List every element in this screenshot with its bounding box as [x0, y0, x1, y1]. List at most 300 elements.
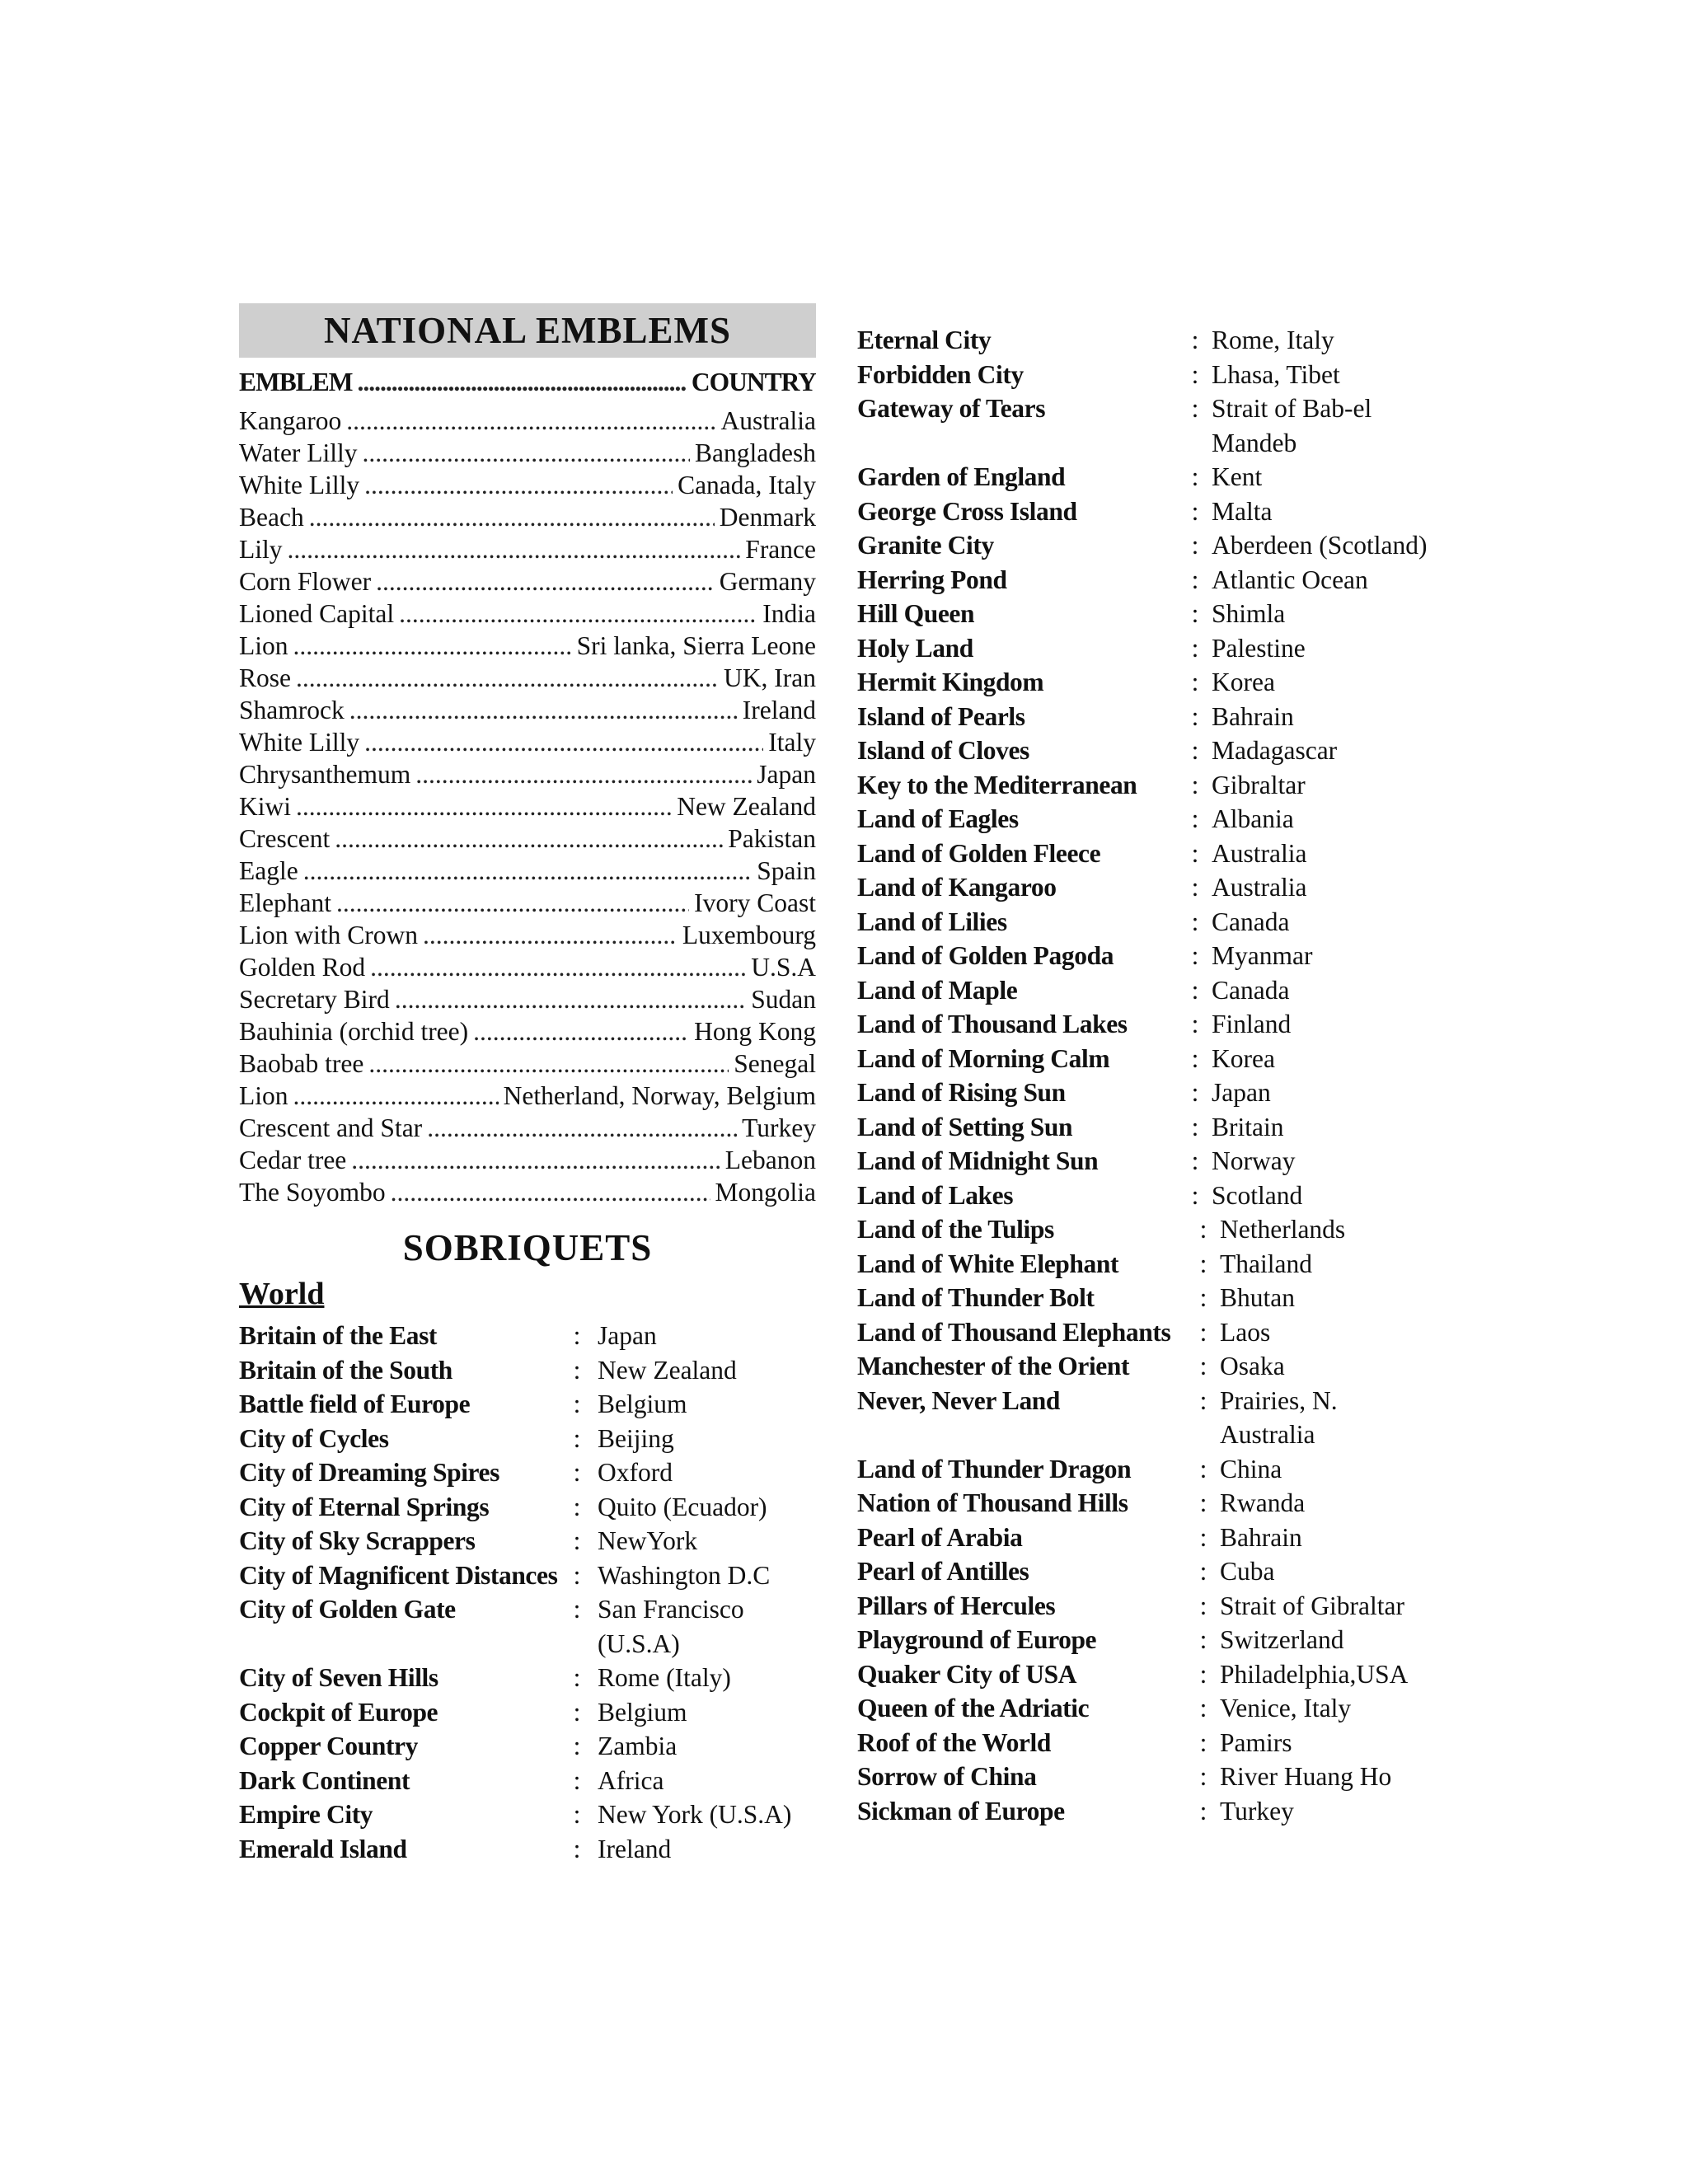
- sobriquet-row: [857, 1247, 1434, 1282]
- emblem-country: Sri lanka, Sierra Leone: [576, 631, 816, 660]
- colon-separator: :: [573, 1595, 581, 1624]
- sobriquet-place: Atlantic Ocean: [1212, 565, 1368, 594]
- emblem-row: [239, 630, 816, 662]
- sobriquets-heading: SOBRIQUETS: [402, 1227, 653, 1268]
- colon-separator: :: [1199, 1249, 1207, 1278]
- sobriquet-place: Turkey: [1220, 1796, 1294, 1825]
- sobriquet-row: [239, 1319, 816, 1353]
- sobriquet-place: Washington D.C: [598, 1560, 771, 1590]
- sobriquet-row: [857, 905, 1434, 940]
- sobriquet-place: Japan: [1212, 1078, 1271, 1107]
- emblem-name: Water Lilly: [239, 438, 358, 467]
- sobriquet-name: Land of Morning Calm: [857, 1043, 1110, 1073]
- colon-separator: :: [1191, 873, 1199, 902]
- leader-dots: [415, 758, 752, 790]
- sobriquet-place: Shimla: [1212, 599, 1286, 628]
- sobriquet-name: Nation of Thousand Hills: [857, 1488, 1128, 1517]
- sobriquet-place: New Zealand: [598, 1355, 737, 1385]
- emblem-country: Senegal: [734, 1049, 816, 1078]
- sobriquet-place: River Huang Ho: [1220, 1762, 1392, 1791]
- colon-separator: :: [1199, 1454, 1207, 1483]
- leader-dots: [351, 1144, 720, 1176]
- sobriquet-name: Land of the Tulips: [857, 1215, 1054, 1244]
- sobriquet-place: Canada: [1212, 975, 1290, 1005]
- emblem-name: Shamrock: [239, 696, 345, 724]
- emblem-row: [239, 1047, 816, 1080]
- sobriquet-name: Herring Pond: [857, 565, 1007, 594]
- sobriquet-row: [857, 597, 1434, 631]
- emblem-name: Beach: [239, 503, 304, 532]
- sobriquet-place: Prairies, N. Australia: [1220, 1385, 1338, 1449]
- sobriquet-name: Cockpit of Europe: [239, 1697, 438, 1727]
- colon-separator: :: [573, 1321, 581, 1350]
- leader-dots: [336, 887, 689, 919]
- colon-separator: :: [1199, 1283, 1207, 1312]
- right-column: [857, 323, 1434, 1828]
- emblem-row: [239, 694, 816, 726]
- sobriquet-row: [857, 1554, 1434, 1589]
- sobriquet-row: [239, 1832, 816, 1867]
- emblem-row: [239, 758, 816, 790]
- emblem-country: Pakistan: [728, 824, 816, 853]
- leader-dots: [335, 823, 723, 855]
- sobriquet-row: [857, 358, 1434, 392]
- colon-separator: :: [1191, 496, 1199, 526]
- sobriquet-row: [239, 1661, 816, 1695]
- sobriquet-name: City of Sky Scrappers: [239, 1526, 476, 1555]
- sobriquet-name: Pearl of Arabia: [857, 1522, 1023, 1552]
- sobriquet-name: Eternal City: [857, 326, 992, 354]
- colon-separator: :: [573, 1663, 581, 1692]
- sobriquet-row: [857, 1179, 1434, 1213]
- sobriquet-name: Island of Pearls: [857, 701, 1025, 731]
- emblem-row: [239, 726, 816, 758]
- leader-dots: [296, 662, 719, 694]
- leader-dots: [363, 437, 690, 469]
- national-emblems-heading: NATIONAL EMBLEMS: [239, 303, 816, 358]
- world-subheading: World: [239, 1277, 325, 1311]
- emblem-row: [239, 983, 816, 1015]
- emblem-name: Lion: [239, 1081, 288, 1110]
- colon-separator: :: [573, 1697, 581, 1727]
- colon-separator: :: [1191, 1010, 1199, 1038]
- colon-separator: :: [1191, 359, 1199, 389]
- emblem-country: Italy: [768, 728, 816, 757]
- colon-separator: :: [1199, 1488, 1207, 1517]
- leader-dots: [346, 405, 715, 437]
- colon-separator: :: [1199, 1659, 1207, 1689]
- sobriquet-row: [857, 837, 1434, 871]
- sobriquet-name: Pillars of Hercules: [857, 1591, 1056, 1620]
- emblem-country: U.S.A: [751, 953, 816, 982]
- sobriquet-row: [857, 494, 1434, 529]
- sobriquet-name: Roof of the World: [857, 1727, 1051, 1757]
- colon-separator: :: [1191, 838, 1199, 868]
- sobriquet-row: [857, 733, 1434, 768]
- colon-separator: :: [1191, 975, 1199, 1005]
- sobriquet-place: Oxford: [598, 1458, 673, 1487]
- emblem-country: Japan: [757, 760, 816, 789]
- sobriquet-row: [239, 1592, 816, 1661]
- sobriquet-place: Albania: [1212, 804, 1294, 833]
- sobriquet-name: Land of Kangaroo: [857, 873, 1057, 902]
- leader-dots: [288, 533, 741, 565]
- sobriquet-name: Gateway of Tears: [857, 394, 1046, 423]
- colon-separator: :: [573, 1492, 581, 1521]
- colon-separator: :: [573, 1458, 581, 1487]
- colon-separator: :: [573, 1800, 581, 1829]
- leader-dots: [358, 366, 687, 398]
- sobriquet-name: Land of Golden Pagoda: [857, 941, 1114, 970]
- sobriquet-row: [857, 563, 1434, 598]
- sobriquet-place: Belgium: [598, 1697, 687, 1727]
- colon-separator: :: [1191, 1180, 1199, 1210]
- sobriquet-row: [857, 1349, 1434, 1384]
- left-column: [239, 303, 816, 1866]
- emblem-country: Bangladesh: [695, 438, 816, 467]
- emblem-row: [239, 1080, 816, 1112]
- sobriquet-name: Manchester of the Orient: [857, 1352, 1130, 1380]
- sobriquet-row: [857, 1760, 1434, 1794]
- sobriquet-name: Land of Eagles: [857, 804, 1019, 833]
- sobriquet-name: Land of Thousand Lakes: [857, 1010, 1128, 1038]
- sobriquet-row: [857, 665, 1434, 700]
- colon-separator: :: [1191, 394, 1199, 423]
- sobriquet-name: City of Seven Hills: [239, 1663, 438, 1692]
- emblem-name: Lion: [239, 631, 288, 660]
- emblem-name: Baobab tree: [239, 1049, 364, 1078]
- emblem-country: Hong Kong: [694, 1017, 816, 1046]
- colon-separator: :: [1191, 941, 1199, 970]
- sobriquet-name: Granite City: [857, 531, 994, 560]
- emblem-row: [239, 1015, 816, 1047]
- emblem-name: Lioned Capital: [239, 599, 395, 628]
- emblem-name: Kangaroo: [239, 406, 342, 435]
- sobriquet-row: [239, 1764, 816, 1798]
- sobriquet-place: Bhutan: [1220, 1283, 1295, 1312]
- sobriquet-place: Aberdeen (Scotland): [1212, 531, 1428, 560]
- colon-separator: :: [1199, 1591, 1207, 1620]
- colon-separator: :: [1191, 736, 1199, 765]
- sobriquet-place: Thailand: [1220, 1249, 1312, 1278]
- sobriquet-name: Quaker City of USA: [857, 1659, 1077, 1689]
- emblem-name: Cedar tree: [239, 1146, 347, 1174]
- leader-dots: [303, 855, 753, 887]
- sobriquet-place: Strait of Bab-el Mandeb: [1212, 394, 1372, 457]
- emblem-country: India: [762, 599, 816, 628]
- sobriquet-place: Pamirs: [1220, 1727, 1292, 1757]
- sobriquet-place: Beijing: [598, 1423, 674, 1453]
- sobriquet-row: [239, 1422, 816, 1456]
- sobriquet-row: [857, 1657, 1434, 1692]
- sobriquet-place: Switzerland: [1220, 1625, 1344, 1654]
- emblem-row: [239, 565, 816, 598]
- sobriquet-name: Britain of the South: [239, 1355, 452, 1385]
- sobriquet-place: Malta: [1212, 496, 1273, 526]
- colon-separator: :: [1199, 1625, 1207, 1654]
- sobriquet-name: Land of Lakes: [857, 1180, 1014, 1210]
- colon-separator: :: [1191, 633, 1199, 663]
- leader-dots: [370, 951, 746, 983]
- sobriquet-place: China: [1220, 1454, 1282, 1483]
- emblem-country: Mongolia: [715, 1178, 816, 1207]
- sobriquet-row: [857, 939, 1434, 973]
- colon-separator: :: [573, 1423, 581, 1453]
- leader-dots: [473, 1015, 689, 1047]
- emblem-name: Crescent and Star: [239, 1113, 423, 1142]
- leader-dots: [368, 1047, 729, 1080]
- colon-separator: :: [1199, 1694, 1207, 1722]
- emblem-country: Ireland: [742, 696, 816, 724]
- emblem-country: Luxembourg: [682, 921, 816, 949]
- leader-dots: [349, 694, 738, 726]
- colon-separator: :: [573, 1355, 581, 1385]
- sobriquet-place: Strait of Gibraltar: [1220, 1591, 1404, 1620]
- sobriquet-place: Zambia: [598, 1732, 678, 1760]
- emblem-name: Chrysanthemum: [239, 760, 411, 789]
- colon-separator: :: [1191, 462, 1199, 491]
- colon-separator: :: [1191, 1043, 1199, 1073]
- sobriquet-name: Sickman of Europe: [857, 1796, 1065, 1825]
- sobriquet-place: Rome, Italy: [1212, 326, 1334, 354]
- colon-separator: :: [1191, 599, 1199, 628]
- sobriquet-row: [857, 1281, 1434, 1315]
- colon-separator: :: [1199, 1727, 1207, 1757]
- emblem-row: [239, 823, 816, 855]
- sobriquet-place: Africa: [598, 1765, 664, 1795]
- colon-separator: :: [573, 1560, 581, 1590]
- emblem-country: Australia: [720, 406, 816, 435]
- emblem-column-header: EMBLEM: [239, 368, 353, 396]
- sobriquet-place: Belgium: [598, 1390, 687, 1418]
- sobriquet-row: [857, 768, 1434, 803]
- colon-separator: :: [573, 1834, 581, 1863]
- emblem-row: [239, 405, 816, 437]
- leader-dots: [376, 565, 715, 598]
- emblem-country: Sudan: [751, 985, 816, 1014]
- sobriquet-name: Island of Cloves: [857, 736, 1029, 765]
- sobriquet-place: NewYork: [598, 1526, 698, 1555]
- leader-dots: [293, 630, 572, 662]
- sobriquet-name: Land of Thunder Dragon: [857, 1454, 1132, 1483]
- sobriquet-place: Canada: [1212, 907, 1290, 936]
- emblem-row: [239, 598, 816, 630]
- sobriquet-place: Madagascar: [1212, 736, 1338, 765]
- sobriquet-place: Quito (Ecuador): [598, 1492, 767, 1521]
- sobriquet-name: Garden of England: [857, 462, 1066, 491]
- sobriquet-row: [239, 1455, 816, 1490]
- sobriquet-place: Rwanda: [1220, 1488, 1306, 1517]
- sobriquet-row: [239, 1353, 816, 1388]
- sobriquet-place: Philadelphia,USA: [1220, 1659, 1409, 1689]
- sobriquet-place: Norway: [1212, 1146, 1296, 1175]
- sobriquet-name: Land of Thunder Bolt: [857, 1283, 1095, 1312]
- leader-dots: [296, 790, 672, 823]
- colon-separator: :: [1191, 770, 1199, 799]
- leader-dots: [427, 1112, 737, 1144]
- sobriquet-place: Scotland: [1212, 1180, 1303, 1210]
- leader-dots: [391, 1176, 710, 1208]
- colon-separator: :: [1199, 1385, 1207, 1415]
- emblem-table-header: [239, 366, 816, 398]
- emblem-name: Rose: [239, 663, 291, 692]
- sobriquet-name: Emerald Island: [239, 1834, 407, 1863]
- sobriquets-list-left: [239, 1319, 816, 1866]
- sobriquet-name: Never, Never Land: [857, 1385, 1061, 1415]
- emblem-row: [239, 1176, 816, 1208]
- emblem-country: Germany: [719, 567, 816, 596]
- colon-separator: :: [1191, 1078, 1199, 1107]
- sobriquet-row: [857, 1623, 1434, 1657]
- sobriquet-row: [857, 391, 1434, 460]
- emblem-country: France: [745, 535, 816, 564]
- sobriquet-name: City of Cycles: [239, 1423, 389, 1453]
- sobriquet-place: Cuba: [1220, 1557, 1275, 1586]
- sobriquet-row: [239, 1729, 816, 1764]
- emblem-name: White Lilly: [239, 471, 360, 499]
- colon-separator: :: [1191, 531, 1199, 560]
- sobriquet-place: Bahrain: [1220, 1522, 1302, 1552]
- sobriquet-row: [239, 1797, 816, 1832]
- sobriquet-place: Japan: [598, 1321, 657, 1350]
- sobriquet-name: Copper Country: [239, 1732, 418, 1760]
- sobriquet-row: [857, 1384, 1434, 1452]
- emblem-country: Netherland, Norway, Belgium: [503, 1081, 816, 1110]
- colon-separator: :: [1191, 1112, 1199, 1141]
- sobriquet-place: Gibraltar: [1212, 770, 1306, 799]
- sobriquet-place: Finland: [1212, 1010, 1292, 1038]
- colon-separator: :: [1199, 1557, 1207, 1586]
- sobriquet-row: [857, 1315, 1434, 1350]
- sobriquet-row: [857, 1007, 1434, 1042]
- country-column-header: COUNTRY: [691, 368, 816, 396]
- emblem-name: Lion with Crown: [239, 921, 418, 949]
- sobriquet-name: Pearl of Antilles: [857, 1557, 1029, 1586]
- sobriquet-place: Korea: [1212, 1043, 1275, 1073]
- emblem-row: [239, 437, 816, 469]
- leader-dots: [399, 598, 757, 630]
- colon-separator: :: [1199, 1796, 1207, 1825]
- sobriquet-place: Lhasa, Tibet: [1212, 359, 1340, 389]
- sobriquet-name: City of Dreaming Spires: [239, 1458, 499, 1487]
- emblem-row: [239, 951, 816, 983]
- emblem-name: White Lilly: [239, 728, 360, 757]
- leader-dots: [364, 469, 673, 501]
- sobriquet-name: Land of Midnight Sun: [857, 1146, 1099, 1175]
- colon-separator: :: [1191, 1146, 1199, 1175]
- colon-separator: :: [1191, 907, 1199, 936]
- colon-separator: :: [1199, 1215, 1207, 1244]
- emblem-country: Turkey: [742, 1113, 816, 1142]
- sobriquet-row: [857, 528, 1434, 563]
- sobriquet-name: Land of Maple: [857, 975, 1018, 1005]
- sobriquet-name: Playground of Europe: [857, 1625, 1097, 1654]
- emblem-row: [239, 501, 816, 533]
- emblem-row: [239, 790, 816, 823]
- sobriquet-name: Land of Lilies: [857, 907, 1007, 936]
- emblem-country: Ivory Coast: [694, 888, 816, 917]
- sobriquet-place: Myanmar: [1212, 941, 1313, 970]
- leader-dots: [423, 919, 678, 951]
- emblem-row: [239, 919, 816, 951]
- sobriquet-name: George Cross Island: [857, 496, 1077, 526]
- sobriquet-place: Kent: [1212, 462, 1263, 491]
- sobriquet-row: [857, 1521, 1434, 1555]
- emblem-name: Kiwi: [239, 792, 291, 821]
- emblem-name: Eagle: [239, 856, 298, 885]
- colon-separator: :: [1199, 1762, 1207, 1791]
- sobriquet-name: Holy Land: [857, 633, 973, 663]
- sobriquet-name: Queen of the Adriatic: [857, 1694, 1090, 1722]
- sobriquet-name: Forbidden City: [857, 359, 1024, 389]
- sobriquet-row: [857, 1076, 1434, 1110]
- emblem-name: Secretary Bird: [239, 985, 390, 1014]
- sobriquet-row: [857, 1589, 1434, 1624]
- sobriquet-place: Ireland: [598, 1834, 672, 1863]
- sobriquet-row: [239, 1387, 816, 1422]
- sobriquet-name: Sorrow of China: [857, 1762, 1037, 1791]
- sobriquet-name: Land of Golden Fleece: [857, 838, 1101, 868]
- sobriquet-place: Palestine: [1212, 633, 1306, 663]
- sobriquet-row: [857, 323, 1434, 358]
- colon-separator: :: [573, 1390, 581, 1418]
- emblem-name: Elephant: [239, 888, 331, 917]
- colon-separator: :: [1199, 1317, 1207, 1347]
- sobriquet-row: [857, 870, 1434, 905]
- sobriquet-row: [857, 1212, 1434, 1247]
- colon-separator: :: [573, 1526, 581, 1555]
- colon-separator: :: [1191, 668, 1199, 696]
- sobriquet-name: Key to the Mediterranean: [857, 770, 1137, 799]
- sobriquet-name: City of Magnificent Distances: [239, 1560, 558, 1590]
- sobriquet-name: City of Golden Gate: [239, 1595, 456, 1624]
- emblem-name: Crescent: [239, 824, 331, 853]
- sobriquet-name: Land of Setting Sun: [857, 1112, 1073, 1141]
- sobriquet-place: Netherlands: [1220, 1215, 1346, 1244]
- sobriquet-name: Hill Queen: [857, 599, 975, 628]
- emblem-name: Bauhinia (orchid tree): [239, 1017, 469, 1046]
- sobriquet-row: [239, 1695, 816, 1730]
- leader-dots: [293, 1080, 499, 1112]
- sobriquet-row: [857, 1144, 1434, 1179]
- sobriquet-name: Battle field of Europe: [239, 1390, 471, 1418]
- emblem-country: Lebanon: [724, 1146, 816, 1174]
- sobriquet-place: Laos: [1220, 1317, 1271, 1347]
- sobriquet-place: Rome (Italy): [598, 1663, 731, 1692]
- emblem-name: Lily: [239, 535, 283, 564]
- emblem-list: [239, 405, 816, 1208]
- sobriquet-row: [239, 1490, 816, 1525]
- sobriquet-row: [857, 460, 1434, 494]
- sobriquet-name: Land of White Elephant: [857, 1249, 1119, 1278]
- emblem-row: [239, 887, 816, 919]
- colon-separator: :: [1191, 326, 1199, 354]
- sobriquet-row: [857, 802, 1434, 837]
- sobriquet-name: Empire City: [239, 1800, 373, 1829]
- emblem-country: Spain: [757, 856, 816, 885]
- sobriquet-row: [857, 1110, 1434, 1145]
- sobriquet-name: Dark Continent: [239, 1765, 410, 1795]
- sobriquet-place: Korea: [1212, 668, 1275, 696]
- sobriquet-row: [857, 1486, 1434, 1521]
- emblem-row: [239, 469, 816, 501]
- sobriquet-row: [857, 973, 1434, 1008]
- emblem-row: [239, 855, 816, 887]
- sobriquet-row: [857, 631, 1434, 666]
- colon-separator: :: [573, 1732, 581, 1760]
- sobriquet-name: Land of Thousand Elephants: [857, 1317, 1171, 1347]
- emblem-name: The Soyombo: [239, 1178, 386, 1207]
